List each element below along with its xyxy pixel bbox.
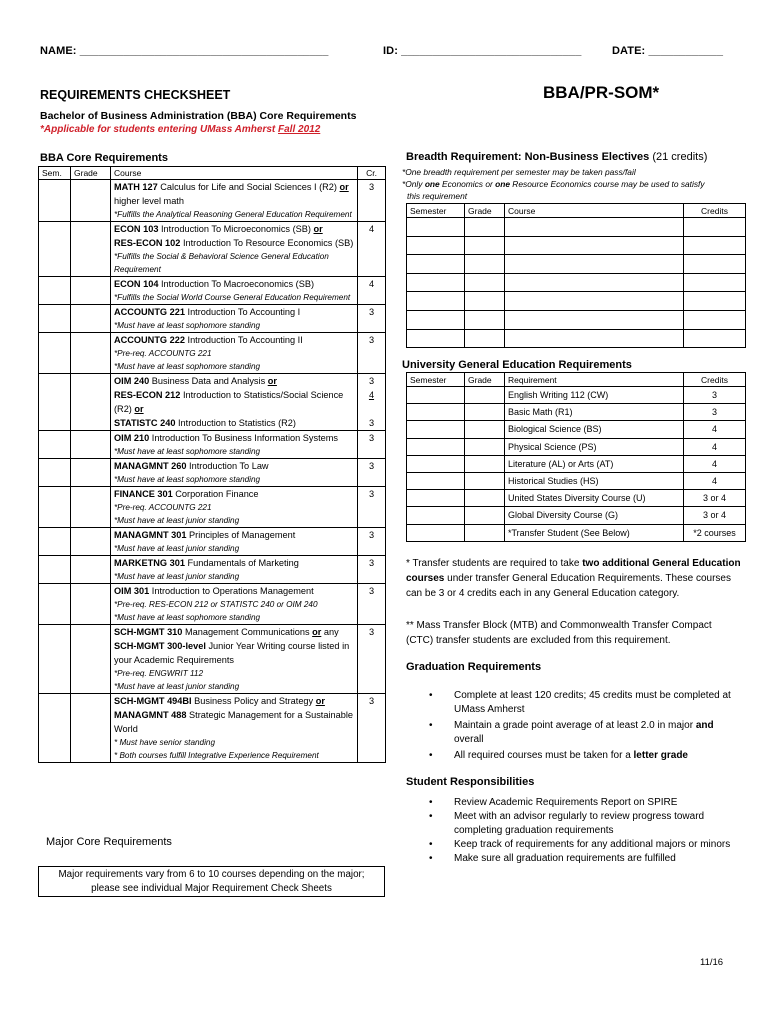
grade-cell[interactable] (71, 374, 111, 431)
sem-cell[interactable] (39, 625, 71, 694)
blank-cell[interactable] (465, 292, 505, 311)
course-text: Introduction To Accounting I (184, 307, 301, 317)
sem-cell[interactable] (39, 305, 71, 333)
grade-cell[interactable] (465, 438, 505, 455)
sem-cell[interactable] (39, 459, 71, 487)
course-title (114, 222, 354, 250)
sem-cell[interactable] (407, 524, 465, 541)
graduation-item: • Complete at least 120 credits; 45 credits must be completed at UMass Amherst (406, 689, 741, 717)
blank-cell[interactable] (407, 218, 465, 237)
gened-col-credits: Credits (684, 373, 746, 387)
sem-cell[interactable] (39, 333, 71, 374)
course-text: Management Communications (182, 627, 313, 637)
blank-cell[interactable] (505, 236, 684, 255)
credit-value: 4 (368, 390, 375, 400)
course-code: ECON 103 (114, 224, 159, 234)
graduation-heading: Graduation Requirements (406, 661, 542, 673)
grade-cell[interactable] (71, 305, 111, 333)
course-title (114, 333, 354, 347)
subtitle: Bachelor of Business Administration (BBA) Core Requirements (40, 110, 357, 122)
blank-cell[interactable] (465, 218, 505, 237)
sem-cell[interactable] (407, 387, 465, 404)
responsibility-item: • Meet with an advisor regularly to review progress toward completing graduation requirements (406, 810, 741, 838)
gened-heading: University General Education Requirements (402, 359, 632, 371)
credit-cell (358, 487, 386, 528)
sem-cell[interactable] (39, 487, 71, 528)
breadth-col-credits: Credits (684, 204, 746, 218)
applicable-term: Fall 2012 (278, 124, 321, 135)
gened-row (407, 490, 746, 507)
page-footer: 11/16 (700, 957, 724, 968)
gened-row (407, 455, 746, 472)
sem-cell[interactable] (39, 528, 71, 556)
course-title (114, 694, 354, 736)
grade-cell[interactable] (465, 524, 505, 541)
credit-cell (358, 694, 386, 763)
blank-cell[interactable] (505, 329, 684, 348)
breadth-row (407, 329, 746, 348)
course-text: Introduction To Resource Economics (SB) (180, 238, 354, 248)
course-title (114, 374, 354, 430)
blank-cell[interactable] (465, 329, 505, 348)
gened-credits: 3 (684, 387, 746, 404)
graduation-list (406, 689, 741, 763)
blank-cell[interactable] (505, 255, 684, 274)
credit-value: 3 (368, 376, 375, 386)
transfer-note-2: ** Mass Transfer Block (MTB) and Commonwealth Transfer Compact (CTC) transfer students are excluded from this requirement. (406, 620, 712, 646)
course-note: *Pre-req. RES-ECON 212 or STATISTC 240 or OIM 240 (114, 600, 318, 609)
course-title (114, 487, 354, 501)
responsibility-item: • Review Academic Requirements Report on SPIRE (406, 796, 741, 810)
gened-col-sem: Semester (407, 373, 465, 387)
responsibility-item: • Keep track of requirements for any additional majors or minors (406, 838, 741, 852)
core-row (39, 180, 386, 222)
course-cell (111, 459, 358, 487)
course-code: RES-ECON 212 (114, 390, 181, 400)
course-text: Junior Year Writing course listed in your Academic Requirements (114, 641, 350, 665)
or-connector: or (315, 696, 325, 706)
course-note: *Pre-req. ENGWRIT 112 (114, 669, 204, 678)
sem-cell[interactable] (39, 584, 71, 625)
core-row (39, 333, 386, 374)
gened-credits: 3 or 4 (684, 490, 746, 507)
grade-cell[interactable] (465, 421, 505, 438)
sem-cell[interactable] (407, 455, 465, 472)
breadth-heading: Breadth Requirement: Non-Business Electives (21 credits) (406, 151, 708, 163)
course-cell (111, 584, 358, 625)
credit-cell (358, 222, 386, 277)
credit-cell (358, 459, 386, 487)
course-code: ACCOUNTG 222 (114, 335, 185, 345)
course-cell (111, 556, 358, 584)
credit-value: 3 (368, 461, 375, 471)
sem-cell[interactable] (407, 438, 465, 455)
sem-cell[interactable] (39, 180, 71, 222)
blank-cell[interactable] (684, 236, 746, 255)
course-text: Calculus for Life and Social Sciences I (R2) (157, 182, 340, 192)
course-code: RES-ECON 102 (114, 238, 181, 248)
breadth-notes: *One breadth requirement per semester may be taken pass/fail *Only one Economics or one Resource Economics course may be used to satisfy this requirement (402, 167, 705, 201)
course-cell (111, 487, 358, 528)
date-field[interactable]: DATE: ____________ (612, 45, 724, 57)
course-cell (111, 277, 358, 305)
course-cell (111, 625, 358, 694)
col-course: Course (111, 167, 358, 180)
course-text: higher level math (114, 196, 184, 206)
gened-requirement: Biological Science (BS) (505, 421, 684, 438)
core-row (39, 374, 386, 431)
major-box (38, 866, 385, 897)
course-cell (111, 374, 358, 431)
sem-cell[interactable] (39, 222, 71, 277)
grade-cell[interactable] (465, 472, 505, 489)
page-title: REQUIREMENTS CHECKSHEET (40, 88, 231, 102)
blank-cell[interactable] (505, 310, 684, 329)
blank-cell[interactable] (407, 255, 465, 274)
credit-cell (358, 333, 386, 374)
major-text-2: please see individual Major Requirement Check Sheets (91, 883, 332, 894)
gened-row (407, 438, 746, 455)
gened-requirement: Historical Studies (HS) (505, 472, 684, 489)
blank-cell[interactable] (407, 329, 465, 348)
core-row (39, 694, 386, 763)
sem-cell[interactable] (407, 421, 465, 438)
major-text-1: Major requirements vary from 6 to 10 courses depending on the major; (58, 869, 365, 880)
gened-col-grade: Grade (465, 373, 505, 387)
gened-credits: 3 or 4 (684, 507, 746, 524)
course-code: MATH 127 (114, 182, 158, 192)
blank-cell[interactable] (684, 255, 746, 274)
blank-cell[interactable] (465, 255, 505, 274)
gened-row (407, 524, 746, 541)
core-row (39, 625, 386, 694)
blank-cell[interactable] (407, 273, 465, 292)
course-note: *Must have at least junior standing (114, 544, 240, 553)
core-row (39, 459, 386, 487)
credit-cell (358, 180, 386, 222)
blank-cell[interactable] (407, 236, 465, 255)
transfer-note-1: * Transfer students are required to take two additional General Education courses under transfer General Education Requirements. These courses can be 3 or 4 credits each in any General Education category. (406, 558, 741, 599)
course-text: Introduction To Business Information Systems (149, 433, 339, 443)
blank-cell[interactable] (505, 292, 684, 311)
course-text: Strategic Management for a Sustainable World (114, 710, 353, 734)
breadth-row (407, 273, 746, 292)
or-connector: or (313, 224, 323, 234)
course-code: OIM 240 (114, 376, 150, 386)
course-code: OIM 210 (114, 433, 150, 443)
credit-value: 3 (368, 182, 375, 192)
grade-cell[interactable] (71, 431, 111, 459)
graduation-item: • Maintain a grade point average of at least 2.0 in major and overall (406, 719, 741, 747)
gened-row (407, 421, 746, 438)
responsibilities-list (406, 796, 741, 866)
credit-cell (358, 584, 386, 625)
core-row (39, 556, 386, 584)
gened-requirement: Physical Science (PS) (505, 438, 684, 455)
course-text: Introduction to Statistics (R2) (175, 418, 296, 428)
course-cell (111, 431, 358, 459)
or-connector: or (312, 627, 322, 637)
course-code: OIM 301 (114, 586, 150, 596)
blank-cell[interactable] (465, 236, 505, 255)
course-text: Principles of Management (186, 530, 296, 540)
core-row (39, 584, 386, 625)
course-cell (111, 528, 358, 556)
course-code: SCH-MGMT 310 (114, 627, 183, 637)
course-code: FINANCE 301 (114, 489, 173, 499)
gened-row (407, 404, 746, 421)
course-note: * Both courses fulfill Integrative Experience Requirement (114, 751, 319, 760)
gened-credits: 4 (684, 455, 746, 472)
credit-value: 3 (368, 433, 375, 443)
gened-credits: 4 (684, 421, 746, 438)
sem-cell[interactable] (39, 556, 71, 584)
course-text: Introduction To Macroeconomics (SB) (158, 279, 315, 289)
grade-cell[interactable] (465, 455, 505, 472)
core-row (39, 222, 386, 277)
sem-cell[interactable] (407, 404, 465, 421)
course-title (114, 625, 354, 667)
gened-credits: *2 courses (684, 524, 746, 541)
responsibilities-heading: Student Responsibilities (406, 776, 535, 788)
course-note: *Pre-req. ACCOUNTG 221 (114, 503, 212, 512)
gened-requirement: Global Diversity Course (G) (505, 507, 684, 524)
course-text: Introduction to Statistics/Social Science (R2) (114, 390, 344, 414)
sem-cell[interactable] (39, 277, 71, 305)
id-field[interactable]: ID: _____________________________ (383, 45, 582, 57)
course-text: Introduction to Operations Management (149, 586, 314, 596)
breadth-row (407, 236, 746, 255)
blank-cell[interactable] (684, 273, 746, 292)
grade-cell[interactable] (71, 487, 111, 528)
breadth-row (407, 255, 746, 274)
course-cell (111, 305, 358, 333)
course-text: Corporation Finance (172, 489, 259, 499)
sem-cell[interactable] (407, 472, 465, 489)
blank-cell[interactable] (407, 310, 465, 329)
or-connector: or (339, 182, 349, 192)
grade-cell[interactable] (71, 180, 111, 222)
col-cr: Cr. (358, 167, 386, 180)
col-sem: Sem. (39, 167, 71, 180)
credit-value: 3 (368, 489, 375, 499)
gened-credits: 3 (684, 404, 746, 421)
credit-value: 3 (368, 418, 375, 428)
credit-cell (358, 625, 386, 694)
blank-cell[interactable] (465, 310, 505, 329)
course-code: MANAGMNT 488 (114, 710, 187, 720)
course-code: MARKETNG 301 (114, 558, 185, 568)
course-code: STATISTC 240 (114, 418, 176, 428)
or-connector: or (134, 404, 144, 414)
gened-requirement: *Transfer Student (See Below) (505, 524, 684, 541)
blank-cell[interactable] (684, 329, 746, 348)
credit-cell (358, 431, 386, 459)
blank-cell[interactable] (684, 310, 746, 329)
course-note: *Must have at least sophomore standing (114, 613, 261, 622)
course-note: * Must have senior standing (114, 738, 216, 747)
course-title (114, 459, 354, 473)
credit-value: 3 (368, 558, 375, 568)
blank-cell[interactable] (505, 273, 684, 292)
core-row (39, 277, 386, 305)
sem-cell[interactable] (39, 374, 71, 431)
credit-value: 3 (368, 530, 375, 540)
gened-credits: 4 (684, 472, 746, 489)
breadth-col-sem: Semester (407, 204, 465, 218)
major-heading: Major Core Requirements (46, 836, 172, 848)
core-heading: BBA Core Requirements (40, 152, 168, 164)
gened-credits: 4 (684, 438, 746, 455)
gened-col-req: Requirement (505, 373, 684, 387)
course-text: Introduction To Microeconomics (SB) (158, 224, 314, 234)
grade-cell[interactable] (465, 387, 505, 404)
course-cell (111, 222, 358, 277)
breadth-row (407, 292, 746, 311)
col-grade: Grade (71, 167, 111, 180)
course-note: *Fulfills the Social World Course General Education Requirement (114, 293, 351, 302)
course-title (114, 277, 354, 291)
course-code: SCH-MGMT 494BI (114, 696, 192, 706)
sem-cell[interactable] (39, 431, 71, 459)
course-text: Fundamentals of Marketing (184, 558, 299, 568)
breadth-row (407, 218, 746, 237)
course-text: any (321, 627, 339, 637)
course-note: *Fulfills the Social & Behavioral Science General Education Requirement (114, 252, 329, 274)
sem-cell[interactable] (39, 694, 71, 763)
core-row (39, 528, 386, 556)
grade-cell[interactable] (71, 528, 111, 556)
credit-value: 4 (368, 224, 375, 234)
graduation-item: • All required courses must be taken for a letter grade (406, 749, 741, 763)
course-note: *Must have at least junior standing (114, 516, 240, 525)
credit-value: 3 (368, 627, 375, 637)
applicable-note: *Applicable for students entering UMass Amherst Fall 2012 (40, 124, 321, 135)
blank-cell[interactable] (684, 218, 746, 237)
sem-cell[interactable] (407, 507, 465, 524)
course-cell (111, 333, 358, 374)
course-code: MANAGMNT 301 (114, 530, 187, 540)
name-field[interactable]: NAME: ________________________________________ (40, 45, 329, 57)
gened-requirement: United States Diversity Course (U) (505, 490, 684, 507)
course-text: Business Policy and Strategy (191, 696, 316, 706)
blank-cell[interactable] (407, 292, 465, 311)
grade-cell[interactable] (71, 222, 111, 277)
course-note: *Must have at least junior standing (114, 572, 240, 581)
course-title (114, 180, 354, 208)
grade-cell[interactable] (71, 694, 111, 763)
course-title (114, 556, 354, 570)
course-code: MANAGMNT 260 (114, 461, 187, 471)
breadth-table (406, 203, 746, 348)
blank-cell[interactable] (505, 218, 684, 237)
course-text: Introduction To Law (186, 461, 269, 471)
credit-value: 4 (368, 279, 375, 289)
grade-cell[interactable] (465, 490, 505, 507)
or-connector: or (267, 376, 277, 386)
grade-cell[interactable] (71, 333, 111, 374)
core-table (38, 166, 386, 763)
grade-cell[interactable] (71, 556, 111, 584)
grade-cell[interactable] (465, 507, 505, 524)
course-note: *Must have at least sophomore standing (114, 475, 261, 484)
course-note: *Fulfills the Analytical Reasoning General Education Requirement (114, 210, 352, 219)
gened-row (407, 472, 746, 489)
course-title (114, 584, 354, 598)
course-note: *Must have at least junior standing (114, 682, 240, 691)
gened-row (407, 507, 746, 524)
credit-cell (358, 277, 386, 305)
course-title (114, 528, 354, 542)
grade-cell[interactable] (71, 625, 111, 694)
course-text: Introduction To Accounting II (184, 335, 303, 345)
core-row (39, 431, 386, 459)
grade-cell[interactable] (71, 459, 111, 487)
breadth-row (407, 310, 746, 329)
credit-cell (358, 305, 386, 333)
credit-value: 3 (368, 586, 375, 596)
credit-value: 3 (368, 696, 375, 706)
blank-cell[interactable] (465, 273, 505, 292)
course-note: *Must have at least sophomore standing (114, 321, 261, 330)
grade-cell[interactable] (465, 404, 505, 421)
gened-requirement: Literature (AL) or Arts (AT) (505, 455, 684, 472)
course-note: *Pre-req. ACCOUNTG 221 (114, 349, 212, 358)
course-text: Business Data and Analysis (149, 376, 268, 386)
core-row (39, 305, 386, 333)
grade-cell[interactable] (71, 584, 111, 625)
credit-cell (358, 374, 386, 431)
gened-requirement: English Writing 112 (CW) (505, 387, 684, 404)
core-row (39, 487, 386, 528)
credit-value: 3 (368, 307, 375, 317)
gened-row (407, 387, 746, 404)
credit-cell (358, 528, 386, 556)
sem-cell[interactable] (407, 490, 465, 507)
gened-table (406, 372, 746, 542)
credit-cell (358, 556, 386, 584)
course-code: SCH-MGMT 300-level (114, 641, 206, 651)
gened-requirement: Basic Math (R1) (505, 404, 684, 421)
course-title (114, 305, 354, 319)
course-code: ECON 104 (114, 279, 159, 289)
course-cell (111, 180, 358, 222)
program-code: BBA/PR-SOM* (543, 83, 660, 102)
course-cell (111, 694, 358, 763)
responsibility-item: • Make sure all graduation requirements are fulfilled (406, 852, 741, 866)
core-rows (39, 180, 386, 763)
breadth-col-course: Course (505, 204, 684, 218)
grade-cell[interactable] (71, 277, 111, 305)
breadth-col-grade: Grade (465, 204, 505, 218)
blank-cell[interactable] (684, 292, 746, 311)
course-note: *Must have at least sophomore standing (114, 362, 261, 371)
course-title (114, 431, 354, 445)
course-note: *Must have at least sophomore standing (114, 447, 261, 456)
course-code: ACCOUNTG 221 (114, 307, 185, 317)
credit-value: 3 (368, 335, 375, 345)
